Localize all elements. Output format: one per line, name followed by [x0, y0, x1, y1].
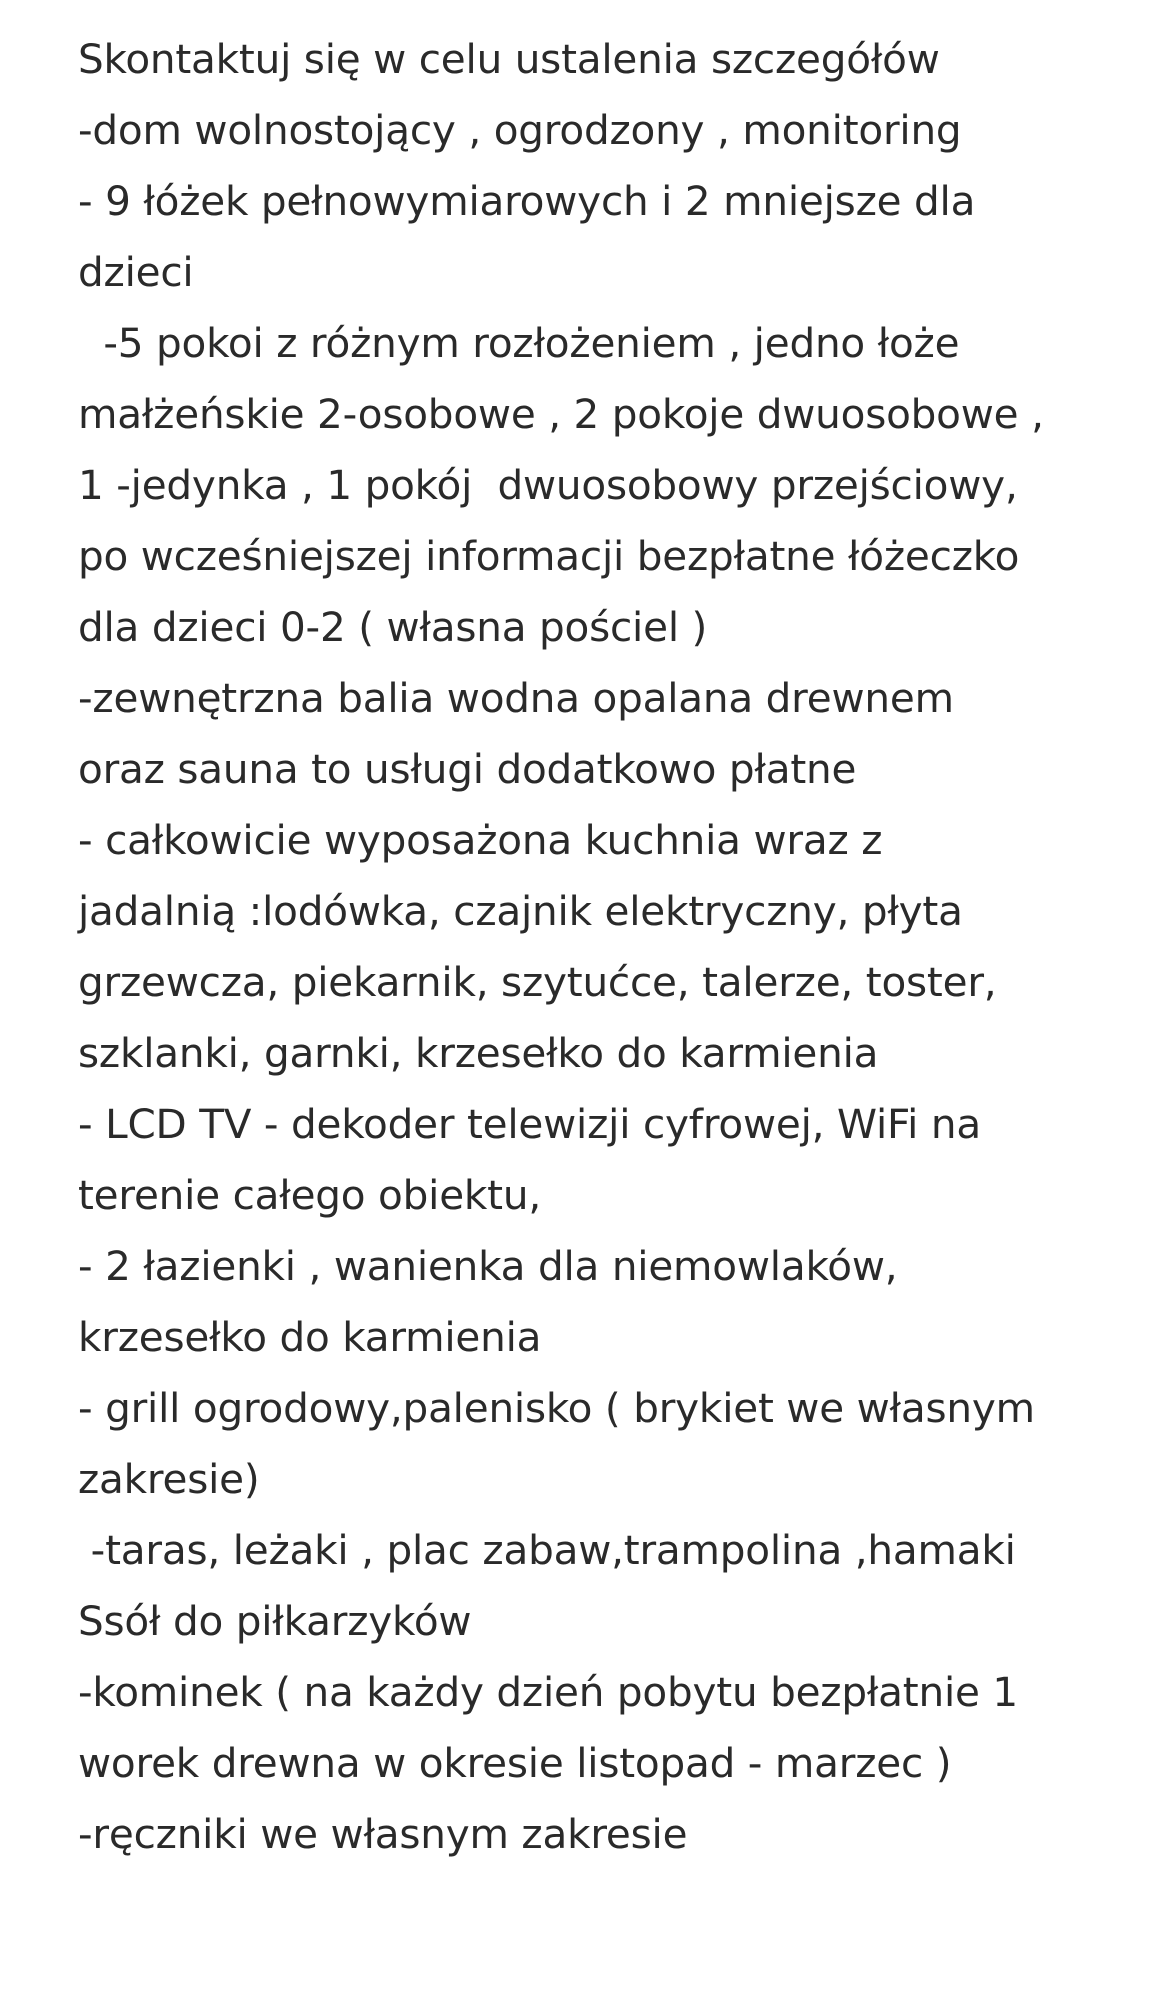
note-line: Ssół do piłkarzyków: [78, 1597, 472, 1645]
note-line: dzieci: [78, 248, 194, 296]
note-line: - 2 łazienki , wanienka dla niemowlaków,: [78, 1242, 898, 1290]
note-line: Skontaktuj się w celu ustalenia szczegółów: [78, 35, 940, 83]
note-line: terenie całego obiektu,: [78, 1171, 541, 1219]
note-line: dla dzieci 0-2 ( własna pościel ): [78, 603, 708, 651]
note-line: -taras, leżaki , plac zabaw,trampolina ,hamaki: [78, 1526, 1016, 1574]
note-line: -zewnętrzna balia wodna opalana drewnem: [78, 674, 954, 722]
note-line: -dom wolnostojący , ogrodzony , monitoring: [78, 106, 962, 154]
note-line: jadalnią :lodówka, czajnik elektryczny, płyta: [78, 887, 963, 935]
note-line: grzewcza, piekarnik, szytućce, talerze, toster,: [78, 958, 997, 1006]
note-line: worek drewna w okresie listopad - marzec ): [78, 1739, 952, 1787]
note-line: - 9 łóżek pełnowymiarowych i 2 mniejsze dla: [78, 177, 976, 225]
note-line: 1 -jedynka , 1 pokój dwuosobowy przejściowy,: [78, 461, 1018, 509]
note-line: małżeńskie 2-osobowe , 2 pokoje dwuosobowe ,: [78, 390, 1044, 438]
note-line: - LCD TV - dekoder telewizji cyfrowej, WiFi na: [78, 1100, 981, 1148]
note-text-body: [78, 24, 1138, 1870]
note-line: -5 pokoi z różnym rozłożeniem , jedno łoże: [78, 319, 960, 367]
note-line: -ręczniki we własnym zakresie: [78, 1810, 688, 1858]
note-line: krzesełko do karmienia: [78, 1313, 542, 1361]
note-line: po wcześniejszej informacji bezpłatne łóżeczko: [78, 532, 1020, 580]
note-line: - całkowicie wyposażona kuchnia wraz z: [78, 816, 883, 864]
note-line: szklanki, garnki, krzesełko do karmienia: [78, 1029, 879, 1077]
note-line: - grill ogrodowy,palenisko ( brykiet we własnym: [78, 1384, 1035, 1432]
note-line: -kominek ( na każdy dzień pobytu bezpłatnie 1: [78, 1668, 1018, 1716]
note-line: zakresie): [78, 1455, 260, 1503]
note-line: oraz sauna to usługi dodatkowo płatne: [78, 745, 857, 793]
